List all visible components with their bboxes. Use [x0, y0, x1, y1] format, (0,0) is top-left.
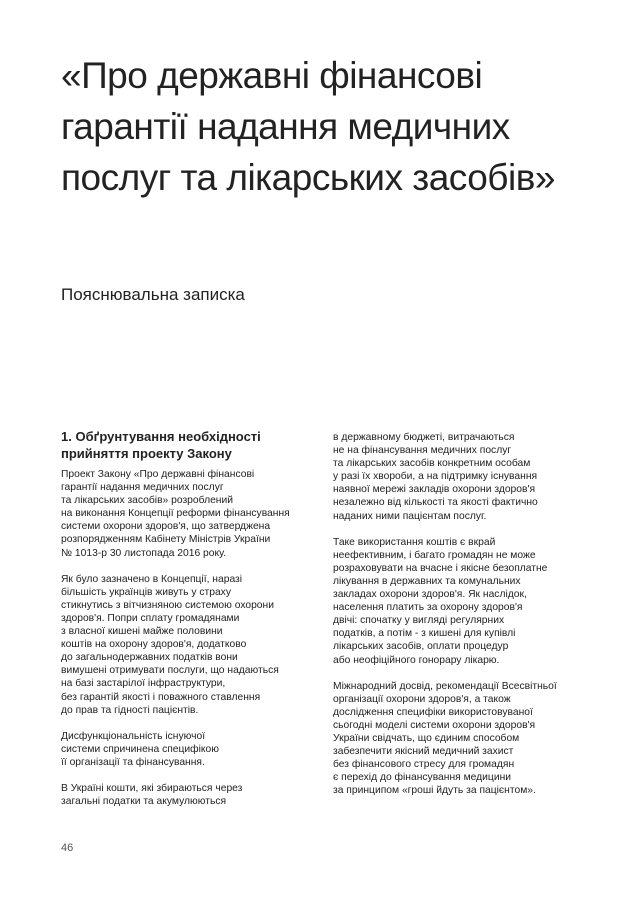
- text-line: системи спричинена специфікою: [61, 743, 220, 755]
- title-line: «Про державні фінансові: [61, 55, 483, 96]
- text-line: наданих ними пацієнтам послуг.: [333, 510, 487, 522]
- text-line: або неофіційного гонорару лікарю.: [333, 654, 500, 666]
- text-line: України свідчать, що єдиним способом: [333, 732, 520, 744]
- right-column: [333, 431, 595, 810]
- page-number: 46: [61, 842, 74, 854]
- text-line: її організації та фінансування.: [61, 756, 205, 768]
- text-line: лікарських засобів, оплати процедур: [333, 641, 509, 653]
- text-line: забезпечити якісний медичний захист: [333, 746, 514, 758]
- text-line: та лікарських засобів» розроблений: [61, 495, 234, 507]
- document-subtitle: Пояснювальна записка: [61, 285, 245, 304]
- text-line: двічі: спочатку у вигляді регулярних: [333, 615, 505, 627]
- text-line: на виконання Концепції реформи фінансування: [61, 508, 290, 520]
- text-line: системи охорони здоров'я, що затверджена: [61, 521, 271, 533]
- paragraph: [333, 680, 595, 798]
- title-line: гарантії надання медичних: [61, 106, 510, 147]
- text-line: до прав та гідності пацієнтів.: [61, 704, 199, 716]
- text-line: з власної кишені майже половини: [61, 626, 223, 638]
- text-line: до загальнодержавних податків вони: [61, 652, 238, 664]
- text-line: Проект Закону «Про державні фінансові: [61, 469, 255, 480]
- document-title: [61, 50, 601, 203]
- text-line: гарантії надання медичних послуг: [61, 482, 224, 494]
- heading-line: 1. Обґрунтування необхідності: [61, 429, 261, 444]
- left-column: [61, 428, 323, 821]
- right-paragraphs: [333, 431, 595, 797]
- text-line: дослідження специфіки використовуваної: [333, 706, 533, 718]
- paragraph: [61, 573, 323, 717]
- text-line: не на фінансування медичних послуг: [333, 445, 512, 457]
- paragraph: [61, 782, 323, 808]
- text-line: в державному бюджеті, витрачаються: [333, 432, 515, 443]
- title-line: послуг та лікарських засобів»: [61, 157, 555, 198]
- heading-line: прийняття проекту Закону: [61, 446, 232, 461]
- text-line: загальні податки та акумулюються: [61, 796, 227, 808]
- paragraph: [333, 536, 595, 667]
- text-line: розраховувати на вчасне і якісне безоплатне: [333, 562, 548, 574]
- left-paragraphs: [61, 468, 323, 808]
- text-line: коштів на охорону здоров'я, додатково: [61, 639, 247, 651]
- text-line: населення платить за охорону здоров'я: [333, 602, 523, 614]
- text-line: вимушені отримувати послуги, що надаються: [61, 665, 279, 677]
- text-line: Таке використання коштів є вкрай: [333, 536, 496, 548]
- text-line: здоров'я. Попри сплату громадянами: [61, 612, 240, 624]
- text-line: є перехід до фінансування медицини: [333, 772, 512, 784]
- text-line: неефективним, і багато громадян не може: [333, 549, 536, 561]
- text-line: більшість українців живуть у страху: [61, 586, 231, 598]
- text-line: без фінансового стресу для громадян: [333, 759, 515, 771]
- paragraph: [333, 431, 595, 523]
- text-line: розпорядженням Кабінету Міністрів України: [61, 534, 271, 546]
- text-line: на базі застарілої інфраструктури,: [61, 678, 226, 690]
- text-line: без гарантій якості і поважного ставлення: [61, 691, 261, 703]
- section-heading: [61, 428, 323, 462]
- paragraph: [61, 468, 323, 560]
- text-line: у разі їх хвороби, а на підтримку існування: [333, 471, 538, 483]
- text-line: № 1013-р 30 листопада 2016 року.: [61, 547, 227, 559]
- text-line: незалежно від кількості та якості фактично: [333, 497, 538, 509]
- text-line: та лікарських засобів конкретним особам: [333, 458, 531, 470]
- text-line: сьогодні моделі системи охорони здоров'я: [333, 719, 536, 731]
- text-line: організації охорони здоров'я, а також: [333, 693, 511, 705]
- text-line: наявної мережі закладів охорони здоров'я: [333, 484, 536, 496]
- text-line: лікування в державних та комунальних: [333, 575, 521, 587]
- text-line: В Україні кошти, які збираються через: [61, 782, 243, 794]
- text-line: податків, а потім - з кишені для купівлі: [333, 628, 516, 640]
- text-line: стикнутись з вітчизняною системою охорони: [61, 599, 274, 611]
- text-line: Дисфункціональність існуючої: [61, 730, 206, 742]
- text-line: закладах охорони здоров'я. Як наслідок,: [333, 589, 527, 601]
- text-line: за принципом «гроші йдуть за пацієнтом».: [333, 785, 536, 797]
- text-line: Міжнародний досвід, рекомендації Всесвітньої: [333, 680, 557, 692]
- text-line: Як було зазначено в Концепції, наразі: [61, 573, 243, 585]
- paragraph: [61, 730, 323, 769]
